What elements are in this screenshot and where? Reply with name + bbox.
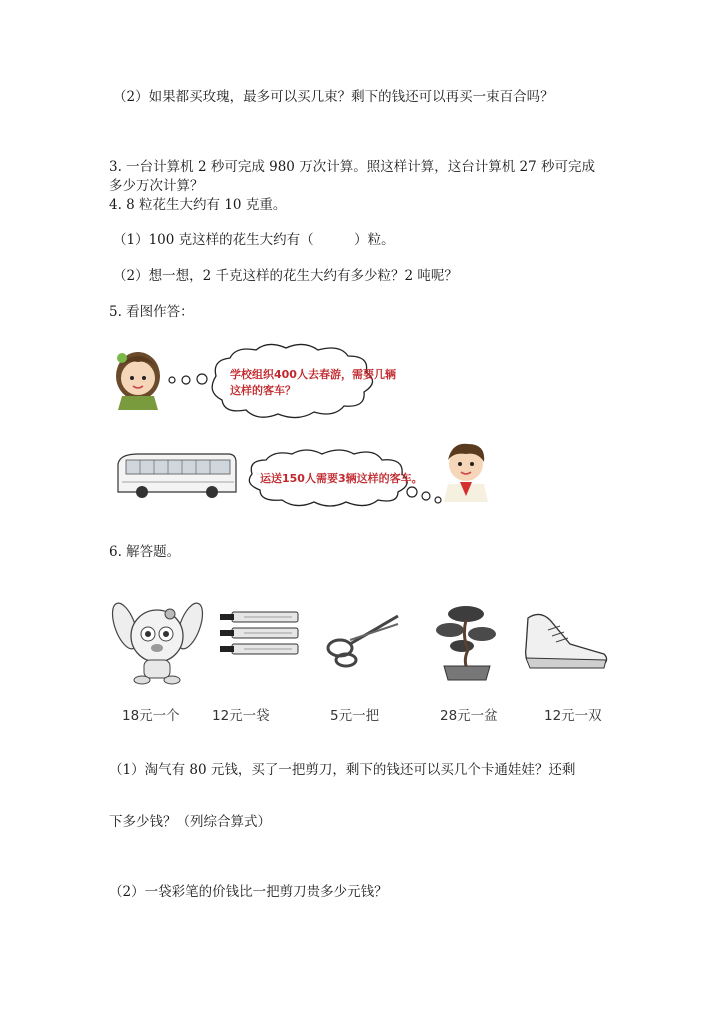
thought-bubble-1	[212, 344, 372, 417]
question-5-illustration	[108, 336, 508, 516]
girl-icon	[116, 352, 160, 410]
question-5-title: 5. 看图作答：	[109, 304, 194, 320]
question-6-part-2: （2）一袋彩笔的价钱比一把剪刀贵多少元钱？	[109, 884, 388, 900]
question-3-line-2: 多少万次计算？	[109, 178, 204, 194]
item-cartoon-doll	[110, 596, 205, 686]
bubble-1-line-2: 这样的客车？	[230, 384, 296, 397]
cartoon-doll-icon	[110, 600, 205, 684]
question-4-part-1: （1）100 克这样的花生大约有（ ）粒。	[113, 232, 395, 248]
item-bonsai	[432, 600, 502, 685]
scissors-icon	[328, 616, 398, 666]
price-markers: 12元一袋	[212, 708, 270, 724]
question-6-part-1-line-2: 下多少钱？（列综合算式）	[109, 814, 271, 830]
item-shoe	[520, 604, 612, 674]
question-3-line-1: 3. 一台计算机 2 秒可完成 980 万次计算。照这样计算，这台计算机 27 秒可完成	[109, 159, 595, 175]
price-bonsai: 28元一盆	[440, 708, 498, 724]
item-scissors	[324, 610, 404, 670]
price-shoe: 12元一双	[544, 708, 602, 724]
bubble-1-line-1: 学校组织400人去春游，需要几辆	[230, 368, 396, 381]
question-2-part-2: （2）如果都买玫瑰，最多可以买几束？剩下的钱还可以再买一束百合吗？	[113, 89, 554, 105]
bonsai-icon	[436, 606, 496, 680]
boy-icon	[444, 444, 488, 502]
question-4-part-2: （2）想一想，2 千克这样的花生大约有多少粒？2 吨呢？	[113, 268, 458, 284]
markers-icon	[220, 612, 298, 654]
question-6-part-1-line-1: （1）淘气有 80 元钱，买了一把剪刀，剩下的钱还可以买几个卡通娃娃？还剩	[109, 762, 576, 778]
price-cartoon-doll: 18元一个	[122, 708, 180, 724]
price-scissors: 5元一把	[330, 708, 380, 724]
bubble-2-text: 运送150人需要3辆这样的客车。	[260, 472, 423, 485]
question-6-title: 6. 解答题。	[109, 544, 181, 560]
item-markers	[214, 606, 304, 666]
bus-icon	[118, 454, 236, 498]
question-4-title: 4. 8 粒花生大约有 10 克重。	[109, 197, 287, 213]
shoe-icon	[526, 614, 607, 668]
